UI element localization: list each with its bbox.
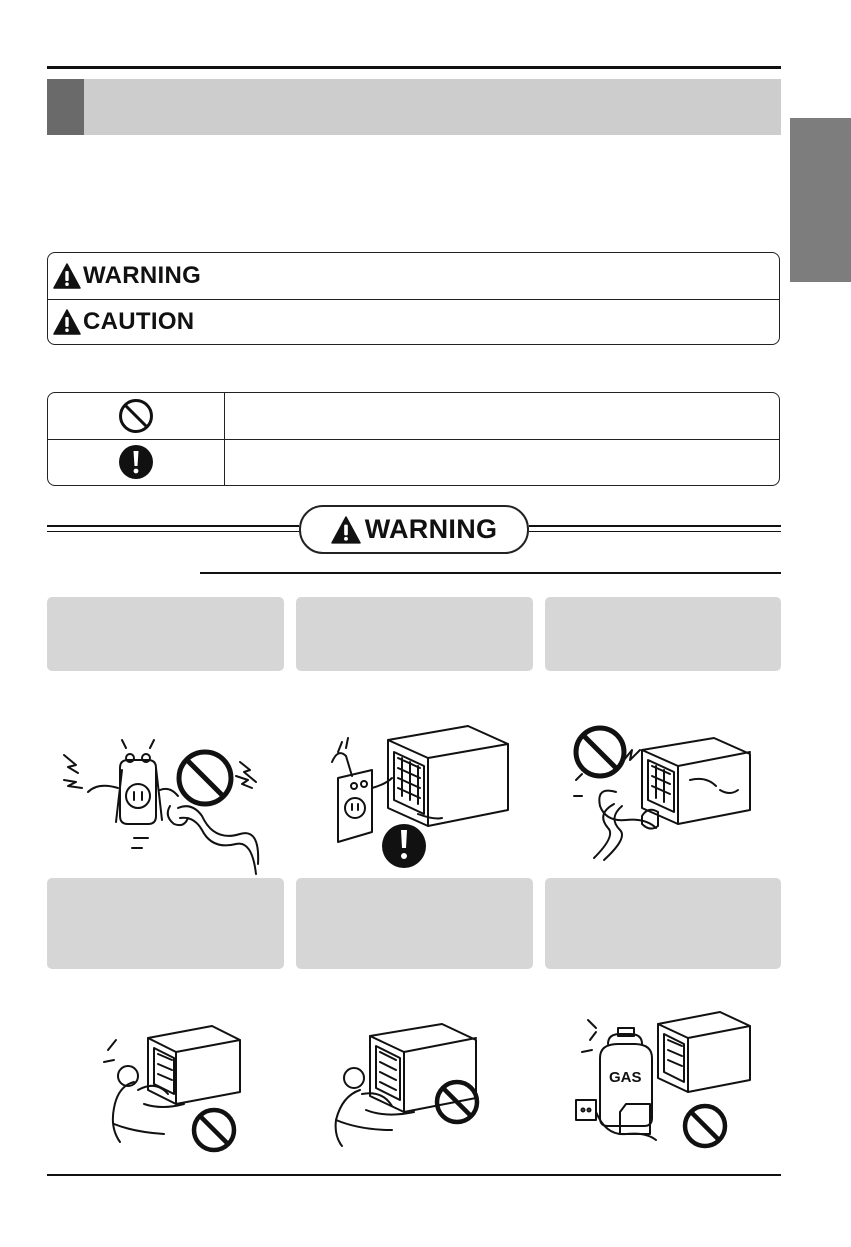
- bottom-rule: [47, 1174, 781, 1176]
- top-rule: [47, 66, 781, 69]
- warning-card-5: [296, 878, 533, 969]
- warning-card-6: [545, 878, 781, 969]
- language-side-tab: [790, 118, 851, 282]
- gas-cylinder-label: GAS: [609, 1069, 642, 1086]
- prohibition-icon: [118, 398, 154, 434]
- symbol-row-prohibited: [48, 393, 779, 440]
- symbol-legend: [47, 392, 780, 486]
- legend-row-warning: [48, 253, 779, 300]
- mandatory-exclamation-icon: [118, 444, 154, 480]
- plug-outlet-prohibited-icon: [60, 718, 270, 878]
- section-title-bar: [47, 79, 781, 135]
- subsection-rule: [200, 572, 781, 574]
- warning-card-1: [47, 597, 284, 671]
- warning-triangle-icon: [53, 309, 81, 335]
- symbol-row-mandatory: [48, 439, 779, 485]
- warning-triangle-icon: [331, 516, 361, 544]
- gas-near-unit-prohibited-icon: [568, 1000, 768, 1150]
- warning-card-2: [296, 597, 533, 671]
- person-touch-prohibited-icon: [330, 1020, 490, 1150]
- banner-line-left-thin: [47, 531, 299, 532]
- caution-label: CAUTION: [83, 308, 195, 335]
- warning-banner: [299, 505, 529, 554]
- cord-damage-prohibited-icon: [560, 720, 770, 860]
- person-repair-prohibited-icon: [98, 1020, 248, 1152]
- banner-line-right-thin: [529, 531, 781, 532]
- banner-line-right: [529, 525, 781, 527]
- warning-triangle-icon: [53, 263, 81, 289]
- banner-warning-label: WARNING: [364, 514, 498, 544]
- legend-row-caution: [48, 299, 779, 345]
- title-marker-block: [47, 79, 84, 135]
- signal-word-legend: [47, 252, 780, 345]
- dedicated-outlet-required-icon: [318, 718, 518, 868]
- warning-card-4: [47, 878, 284, 969]
- banner-line-left: [47, 525, 299, 527]
- warning-card-3: [545, 597, 781, 671]
- warning-label: WARNING: [83, 262, 202, 289]
